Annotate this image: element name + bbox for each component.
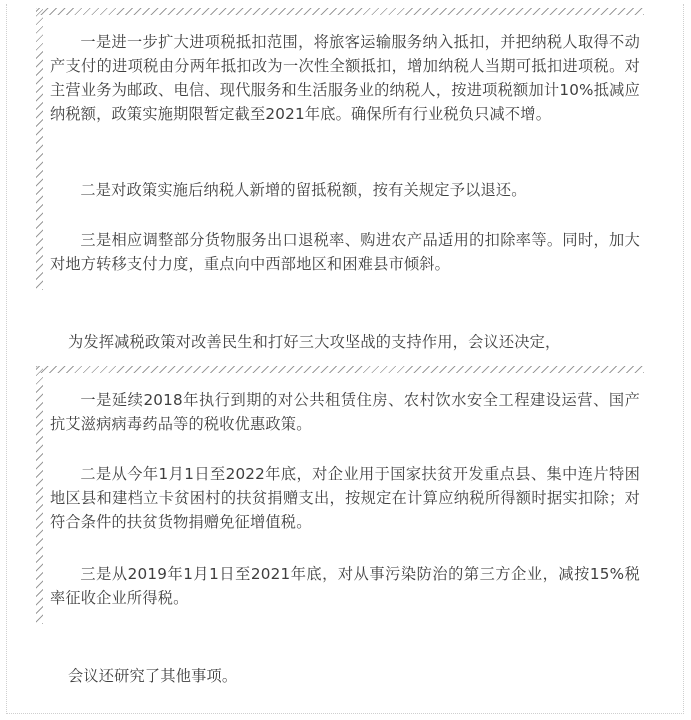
policy-item-1: 一是进一步扩大进项税抵扣范围，将旅客运输服务纳入抵扣，并把纳税人取得不动产支付的进项税由分两年抵扣改为一次性全额抵扣，增加纳税人当期可抵扣进项税。对主营业务为邮政、电信、现代服务和生活服务业的纳税人，按进项税额加计10%抵减应纳税额，政策实施期限暂定截至2021年底。确保所有行业税负只减不增。 [50,33,640,123]
intro-paragraph: 为发挥减税政策对改善民生和打好三大攻坚战的支持作用，会议还决定， [68,333,561,351]
closing-paragraph: 会议还研究了其他事项。 [68,667,238,685]
policy-item-3: 三是相应调整部分货物服务出口退税率、购进农产品适用的扣除率等。同时，加大对地方转移支付力度，重点向中西部地区和困难县市倾斜。 [50,231,640,273]
policy-item-2: 二是对政策实施后纳税人新增的留抵税额，按有关规定予以退还。 [80,181,527,199]
hatch-border-left [36,366,43,624]
decision-item-1: 一是延续2018年执行到期的对公共租赁住房、农村饮水安全工程建设运营、国产抗艾滋病病毒药品等的税收优惠政策。 [50,391,640,433]
hatch-border-left [36,8,43,290]
hatch-border-top [36,8,644,15]
decision-item-3: 三是从2019年1月1日至2021年底，对从事污染防治的第三方企业，减按15%税率征收企业所得税。 [50,565,640,607]
hatch-border-top [36,366,644,373]
decision-item-2: 二是从今年1月1日至2022年底，对企业用于国家扶贫开发重点县、集中连片特困地区县和建档立卡贫困村的扶贫捐赠支出，按规定在计算应纳税所得额时据实扣除；对符合条件的扶贫货物捐赠免征增值税。 [50,465,640,531]
